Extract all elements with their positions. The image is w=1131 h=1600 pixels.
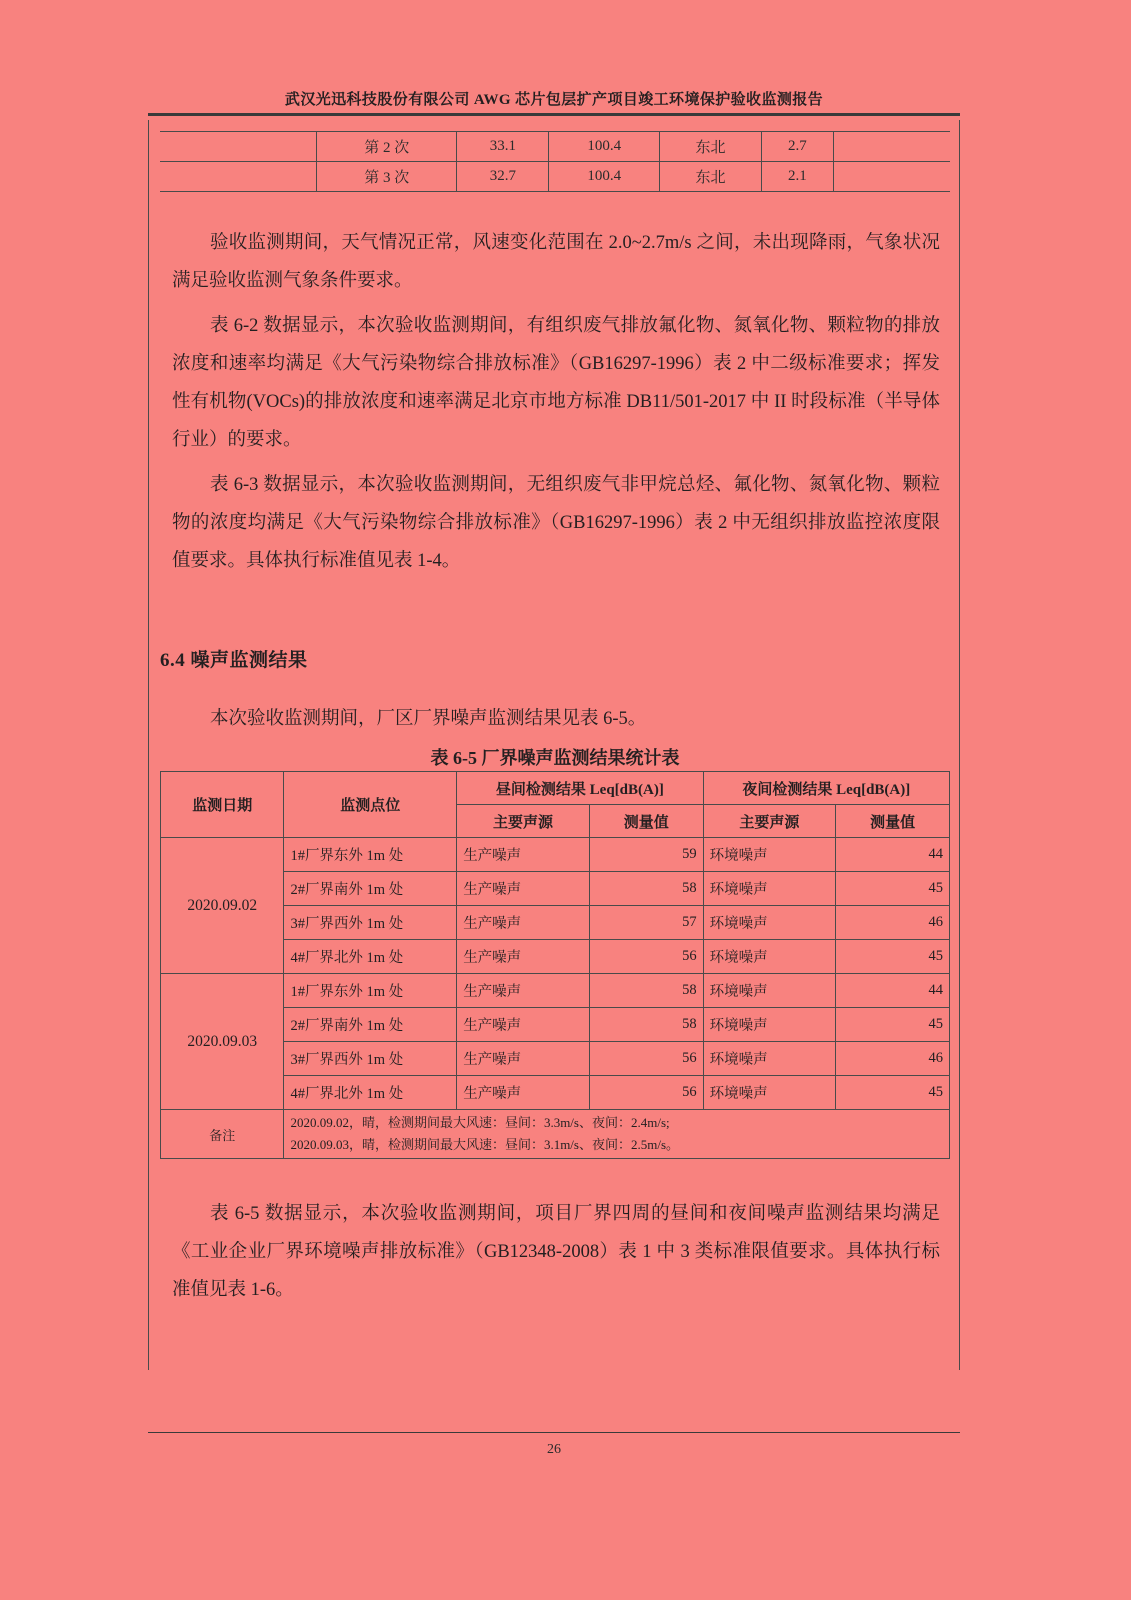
cell-night-value: 46: [836, 1042, 950, 1076]
cell-point: 1#厂界东外 1m 处: [284, 974, 457, 1008]
cell-night-value: 44: [836, 974, 950, 1008]
cell-value-4: 2.1: [761, 162, 833, 192]
remark-body: [284, 1110, 950, 1159]
cell-day-value: 58: [589, 872, 703, 906]
cell-blank: [834, 162, 951, 192]
cell-night-value: 46: [836, 906, 950, 940]
cell-night-value: 45: [836, 940, 950, 974]
cell-date: 2020.09.03: [161, 974, 284, 1110]
table-row: [160, 162, 950, 192]
table-row: [161, 974, 950, 1008]
cell-day-value: 58: [589, 974, 703, 1008]
cell-day-value: 57: [589, 906, 703, 940]
cell-point: 4#厂界北外 1m 处: [284, 1076, 457, 1110]
paragraph-weather: 验收监测期间，天气情况正常，风速变化范围在 2.0~2.7m/s 之间，未出现降雨，气象状况满足验收监测气象条件要求。: [172, 233, 940, 291]
paragraph-table-6-3: 表 6-3 数据显示，本次验收监测期间，无组织废气非甲烷总烃、氟化物、氮氧化物、颗粒物的浓度均满足《大气污染物综合排放标准》（GB16297-1996）表 2 中无组织排放监控浓度限值要求。具体执行标准值见表 1-4。: [172, 475, 940, 571]
cell-point: 2#厂界南外 1m 处: [284, 872, 457, 906]
table-header-row: [161, 772, 950, 805]
cell-night-value: 44: [836, 838, 950, 872]
cell-day-source: 生产噪声: [457, 906, 590, 940]
remark-line-1: 2020.09.02，晴，检测期间最大风速：昼间：3.3m/s、夜间：2.4m/s;: [290, 1115, 670, 1130]
paragraph-noise-conclusion: 表 6-5 数据显示，本次验收监测期间，项目厂界四周的昼间和夜间噪声监测结果均满足《工业企业厂界环境噪声排放标准》（GB12348-2008）表 1 中 3 类标准限值要求。具体执行标准值见表 1-6。: [172, 1204, 940, 1300]
weather-table-continued: [160, 131, 950, 192]
cell-value-2: 100.4: [549, 132, 660, 162]
footer-divider: [148, 1432, 960, 1433]
cell-day-value: 56: [589, 1076, 703, 1110]
cell-day-value: 56: [589, 940, 703, 974]
page-header: 武汉光迅科技股份有限公司 AWG 芯片包层扩产项目竣工环境保护验收监测报告: [284, 92, 824, 108]
cell-point: 3#厂界西外 1m 处: [284, 906, 457, 940]
cell-label: 第 3 次: [317, 162, 457, 192]
table-row: [161, 838, 950, 872]
remark-label: 备注: [161, 1110, 284, 1159]
cell-day-source: 生产噪声: [457, 1042, 590, 1076]
cell-value-2: 100.4: [549, 162, 660, 192]
cell-day-value: 56: [589, 1042, 703, 1076]
cell-value-4: 2.7: [761, 132, 833, 162]
cell-blank: [160, 162, 317, 192]
cell-day-source: 生产噪声: [457, 838, 590, 872]
cell-night-source: 环境噪声: [703, 1042, 836, 1076]
cell-day-source: 生产噪声: [457, 1076, 590, 1110]
cell-day-source: 生产噪声: [457, 974, 590, 1008]
header-point: 监测点位: [284, 772, 457, 838]
noise-monitoring-table: [160, 771, 950, 1159]
cell-day-source: 生产噪声: [457, 940, 590, 974]
table-row: [160, 132, 950, 162]
table-caption-6-5: 表 6-5 厂界噪声监测结果统计表: [430, 748, 680, 768]
cell-day-source: 生产噪声: [457, 872, 590, 906]
cell-night-source: 环境噪声: [703, 1008, 836, 1042]
cell-day-source: 生产噪声: [457, 1008, 590, 1042]
header-night-value: 测量值: [836, 805, 950, 838]
cell-label: 第 2 次: [317, 132, 457, 162]
cell-day-value: 58: [589, 1008, 703, 1042]
cell-night-source: 环境噪声: [703, 974, 836, 1008]
cell-night-source: 环境噪声: [703, 940, 836, 974]
header-date: 监测日期: [161, 772, 284, 838]
cell-night-source: 环境噪声: [703, 1076, 836, 1110]
paragraph-table-6-2: 表 6-2 数据显示，本次验收监测期间，有组织废气排放氟化物、氮氧化物、颗粒物的排放浓度和速率均满足《大气污染物综合排放标准》（GB16297-1996）表 2 中二级标准要求；挥发性有机物(VOCs)的排放浓度和速率满足北京市地方标准 DB11/501-2017 中 II 时段标准（半导体行业）的要求。: [172, 316, 940, 450]
header-night-source: 主要声源: [703, 805, 836, 838]
header-night-group: 夜间检测结果 Leq[dB(A)]: [703, 772, 949, 805]
cell-day-value: 59: [589, 838, 703, 872]
paragraph-noise-intro: 本次验收监测期间，厂区厂界噪声监测结果见表 6-5。: [210, 709, 647, 729]
header-day-group: 昼间检测结果 Leq[dB(A)]: [457, 772, 703, 805]
cell-night-source: 环境噪声: [703, 906, 836, 940]
cell-date: 2020.09.02: [161, 838, 284, 974]
cell-night-value: 45: [836, 1076, 950, 1110]
header-divider: [148, 113, 960, 116]
section-title-6-4: 6.4 噪声监测结果: [160, 650, 308, 671]
cell-point: 3#厂界西外 1m 处: [284, 1042, 457, 1076]
cell-night-value: 45: [836, 872, 950, 906]
remark-line-2: 2020.09.03，晴，检测期间最大风速：昼间：3.1m/s、夜间：2.5m/s。: [290, 1137, 680, 1152]
cell-point: 4#厂界北外 1m 处: [284, 940, 457, 974]
table-remark-row: [161, 1110, 950, 1159]
cell-point: 2#厂界南外 1m 处: [284, 1008, 457, 1042]
cell-blank: [834, 132, 951, 162]
header-day-value: 测量值: [589, 805, 703, 838]
cell-blank: [160, 132, 317, 162]
cell-value-1: 33.1: [457, 132, 549, 162]
cell-value-3: 东北: [660, 162, 761, 192]
cell-value-3: 东北: [660, 132, 761, 162]
cell-night-value: 45: [836, 1008, 950, 1042]
cell-point: 1#厂界东外 1m 处: [284, 838, 457, 872]
cell-value-1: 32.7: [457, 162, 549, 192]
page-number: 26: [547, 1442, 561, 1457]
header-day-source: 主要声源: [457, 805, 590, 838]
cell-night-source: 环境噪声: [703, 872, 836, 906]
cell-night-source: 环境噪声: [703, 838, 836, 872]
